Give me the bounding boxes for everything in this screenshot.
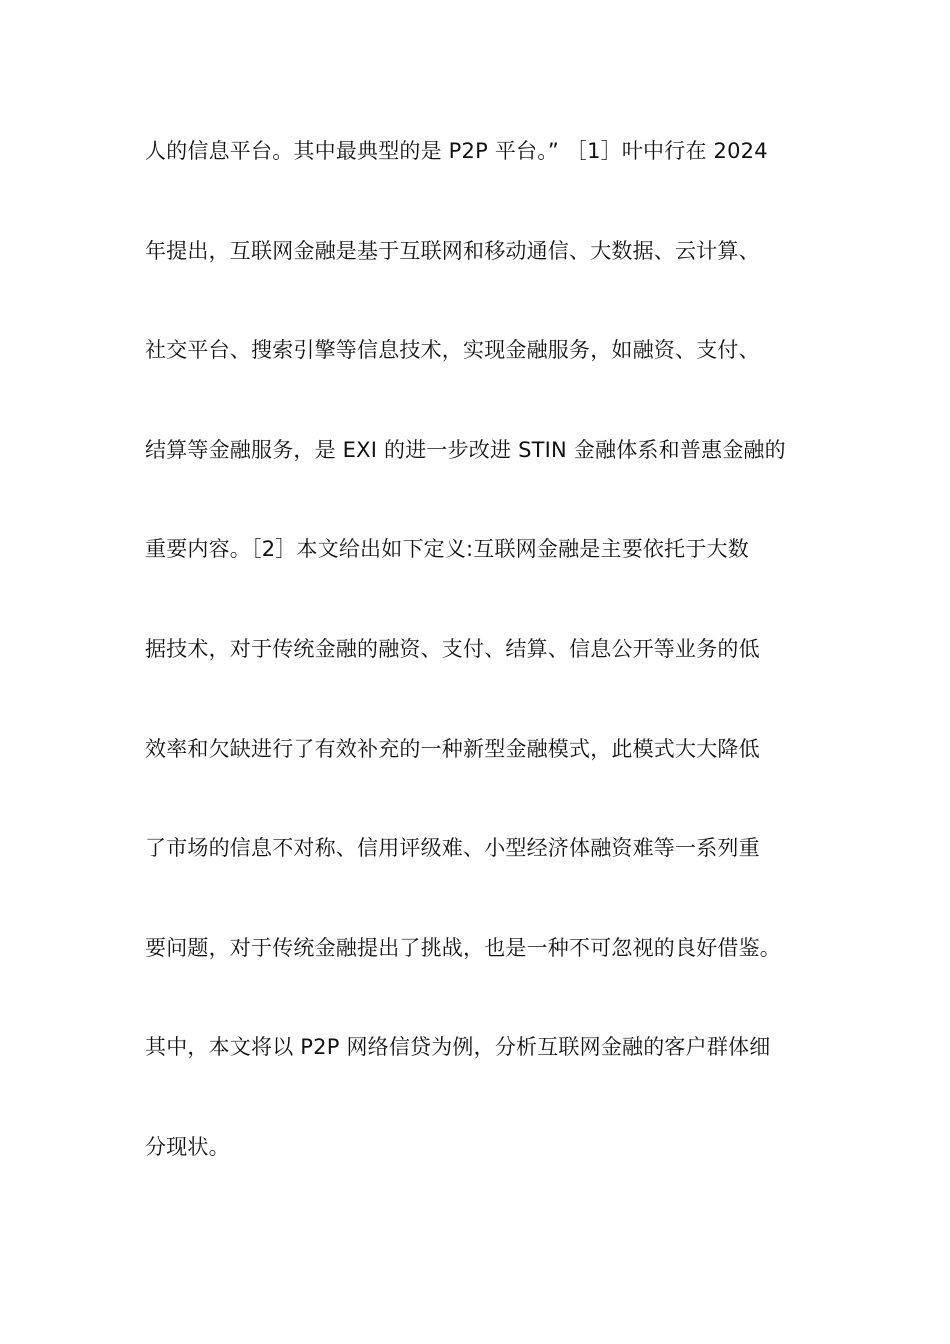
text-line: 其中，本文将以 P2P 网络信贷为例，分析互联网金融的客户群体细 bbox=[145, 1035, 771, 1060]
text-line: 了市场的信息不对称、信用评级难、小型经济体融资难等一系列重 bbox=[145, 836, 760, 861]
text-line: 分现状。 bbox=[145, 1134, 230, 1159]
text-line: 结算等金融服务，是 EXI 的进一步改进 STIN 金融体系和普惠金融的 bbox=[145, 437, 786, 462]
text-line: 效率和欠缺进行了有效补充的一种新型金融模式，此模式大大降低 bbox=[145, 736, 760, 761]
text-line: 人的信息平台。其中最典型的是 P2P 平台。” ［1］叶中行在 2024 bbox=[145, 139, 768, 163]
text-line: 年提出，互联网金融是基于互联网和移动通信、大数据、云计算、 bbox=[145, 238, 760, 263]
text-line: 据技术，对于传统金融的融资、支付、结算、信息公开等业务的低 bbox=[145, 636, 760, 661]
text-line: 社交平台、搜索引擎等信息技术，实现金融服务，如融资、支付、 bbox=[145, 338, 760, 363]
text-line: 要问题，对于传统金融提出了挑战，也是一种不可忽视的良好借鉴。 bbox=[145, 935, 781, 960]
text-line: 重要内容。［2］本文给出如下定义:互联网金融是主要依托于大数 bbox=[145, 537, 749, 562]
body-paragraph bbox=[145, 128, 835, 1224]
